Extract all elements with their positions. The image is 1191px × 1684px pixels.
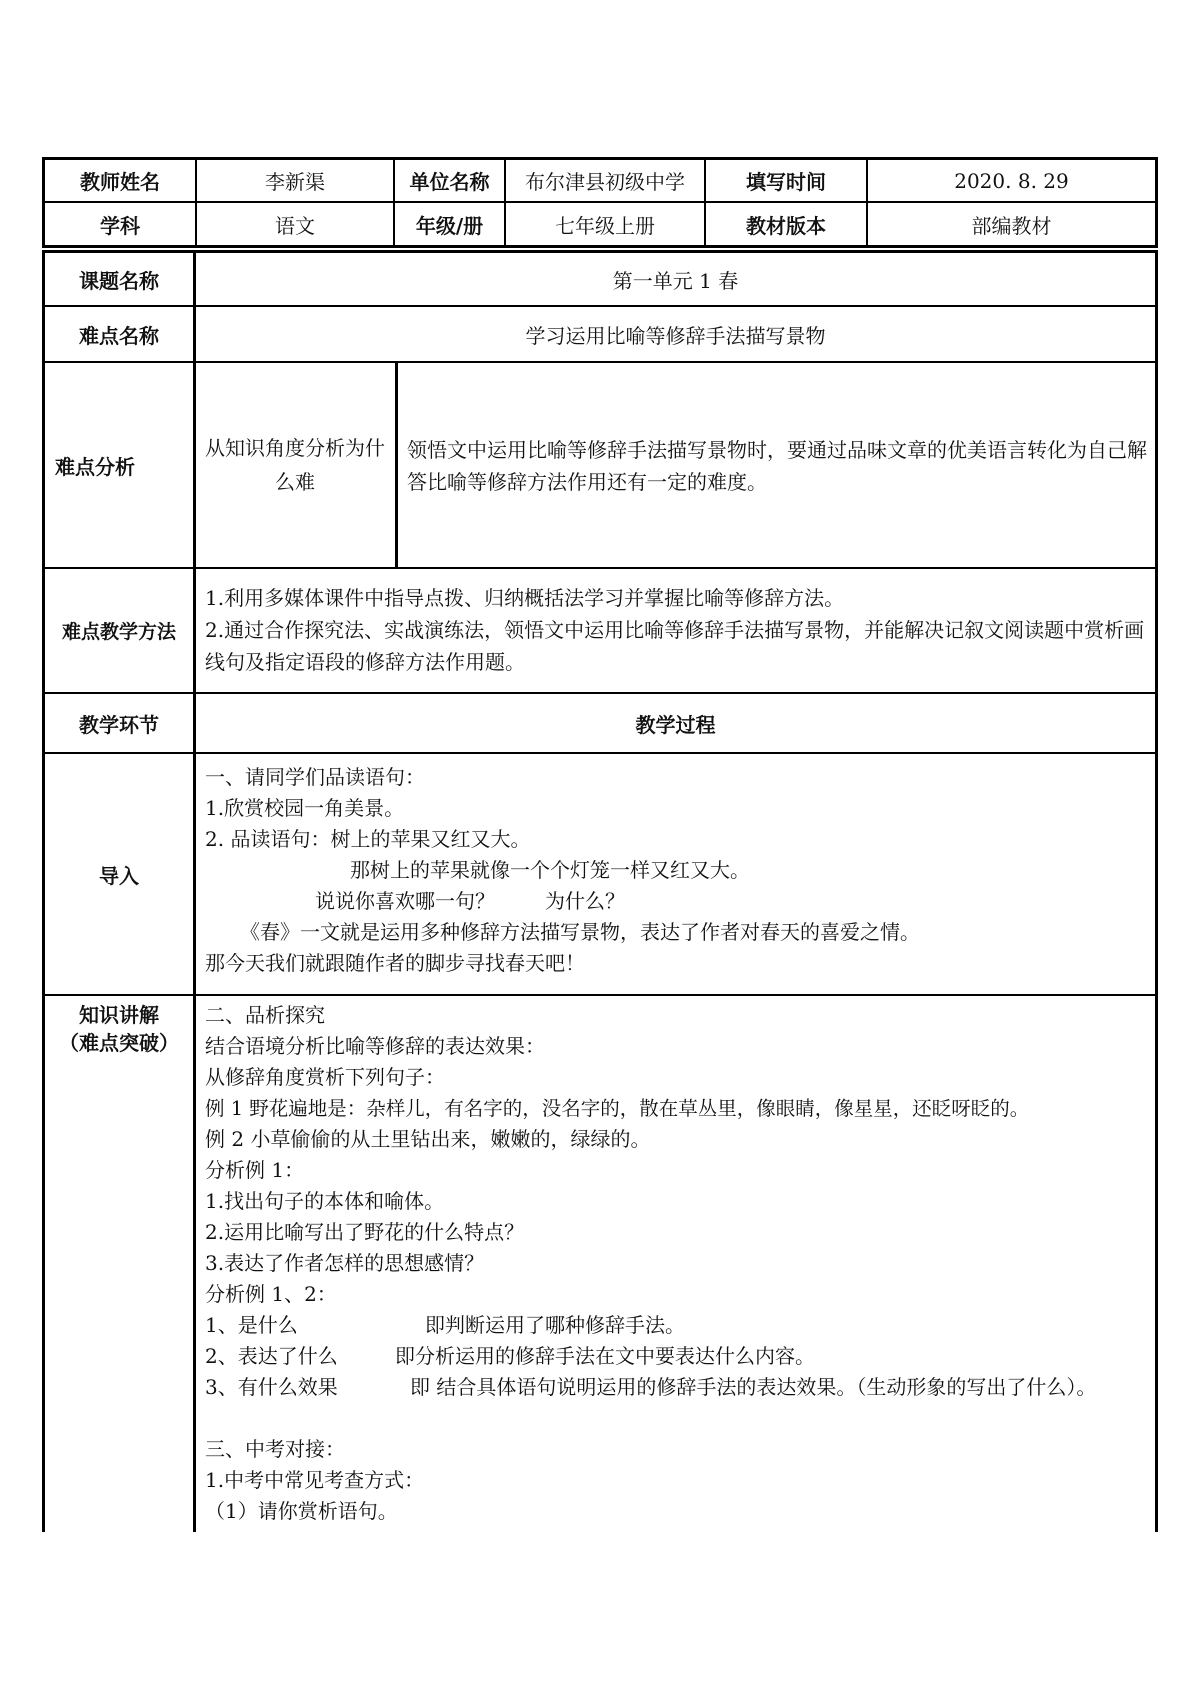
intro-label: 导入: [99, 863, 139, 888]
process-step-label: 教学环节: [79, 712, 159, 737]
knowledge-line: （1）请你赏析语句。: [205, 1499, 398, 1523]
table2-label-column-border: [193, 250, 196, 1532]
knowledge-example-2: 例 2 小草偷偷的从土里钻出来，嫩嫩的，绿绿的。: [205, 1127, 651, 1151]
edition-label: 教材版本: [746, 213, 826, 238]
grade-label: 年级/册: [415, 213, 484, 238]
unit-name-value: 布尔津县初级中学: [525, 170, 685, 194]
process-title: 教学过程: [635, 712, 716, 737]
method-label: 难点教学方法: [61, 621, 176, 643]
method-line-1: 1.利用多媒体课件中指导点拨、归纳概括法学习并掌握比喻等修辞方法。: [205, 586, 845, 610]
analysis-sub-label: 从知识角度分析为什么难: [205, 436, 385, 494]
row-divider: [42, 752, 1158, 754]
teacher-name-value: 李新渠: [265, 170, 325, 194]
knowledge-label: 知识讲解: [79, 1002, 159, 1027]
knowledge-line: 即 结合具体语句说明运用的修辞手法的表达效果。（生动形象的写出了什么）。: [410, 1375, 1097, 1399]
knowledge-line: 2.运用比喻写出了野花的什么特点？: [205, 1220, 525, 1244]
knowledge-line: 即判断运用了哪种修辞手法。: [425, 1313, 685, 1337]
knowledge-line: 分析例 1：: [205, 1158, 305, 1182]
analysis-text: 领悟文中运用比喻等修辞手法描写景物时，要通过品味文章的优美语言转化为自己解答比喻等修辞方法作用还有一定的难度。: [407, 438, 1147, 494]
teacher-name-label: 教师姓名: [80, 170, 160, 194]
fill-date-label: 填写时间: [746, 170, 826, 194]
intro-line: 那今天我们就跟随作者的脚步寻找春天吧！: [205, 951, 585, 975]
intro-line: 那树上的苹果就像一个个灯笼一样又红又大。: [350, 858, 750, 882]
unit-name-label: 单位名称: [409, 170, 490, 194]
difficulty-value: 学习运用比喻等修辞手法描写景物: [525, 323, 826, 348]
row-divider: [42, 567, 1158, 569]
knowledge-line: 分析例 1、2：: [205, 1282, 337, 1306]
knowledge-line: 1.找出句子的本体和喻体。: [205, 1189, 445, 1213]
knowledge-line: 1.中考中常见考查方式：: [205, 1468, 425, 1492]
intro-line: 《春》一文就是运用多种修辞方法描写景物，表达了作者对春天的喜爱之情。: [240, 920, 920, 944]
edition-value: 部编教材: [971, 213, 1052, 238]
knowledge-line: 1、是什么: [205, 1313, 298, 1337]
analysis-label: 难点分析: [55, 454, 135, 479]
subject-value: 语文: [275, 213, 315, 238]
knowledge-line: 3、有什么效果: [205, 1375, 338, 1399]
method-line-2: 2.通过合作探究法、实战演练法，领悟文中运用比喻等修辞手法描写景物，并能解决记叙文阅读题中赏析画线句及指定语段的修辞方法作用题。: [205, 618, 1145, 674]
row-divider: [42, 361, 1158, 363]
knowledge-line: 即分析运用的修辞手法在文中要表达什么内容。: [395, 1344, 815, 1368]
knowledge-line: 三、中考对接：: [205, 1437, 345, 1461]
intro-line: 一、请同学们品读语句：: [205, 765, 425, 789]
intro-line: 1.欣赏校园一角美景。: [205, 796, 405, 820]
knowledge-line: 二、品析探究: [205, 1003, 325, 1027]
topic-value: 第一单元 1 春: [612, 268, 739, 293]
knowledge-line: 3.表达了作者怎样的思想感情？: [205, 1251, 485, 1275]
intro-line: 说说你喜欢哪一句？: [315, 889, 495, 913]
knowledge-sub-label: （难点突破）: [59, 1030, 179, 1055]
subject-label: 学科: [100, 213, 140, 238]
intro-line: 为什么？: [545, 889, 625, 913]
knowledge-example-1: 例 1 野花遍地是：杂样儿，有名字的，没名字的，散在草丛里，像眼睛，像星星，还眨呀眨的。: [205, 1097, 1030, 1120]
fill-date-value: 2020. 8. 29: [954, 168, 1069, 193]
difficulty-label: 难点名称: [79, 323, 159, 348]
knowledge-line: 从修辞角度赏析下列句子：: [205, 1065, 445, 1089]
analysis-inner-border: [395, 361, 398, 569]
table2-right-border: [1155, 250, 1158, 1532]
table1-right-border: [1155, 157, 1158, 248]
knowledge-line: 2、表达了什么: [205, 1344, 338, 1368]
row-divider: [42, 994, 1158, 996]
knowledge-line: 结合语境分析比喻等修辞的表达效果：: [205, 1034, 545, 1058]
grade-value: 七年级上册: [555, 213, 655, 238]
topic-label: 课题名称: [79, 268, 159, 293]
table1-bottom-border: [42, 245, 1158, 248]
intro-line: 2. 品读语句：树上的苹果又红又大。: [205, 827, 531, 851]
